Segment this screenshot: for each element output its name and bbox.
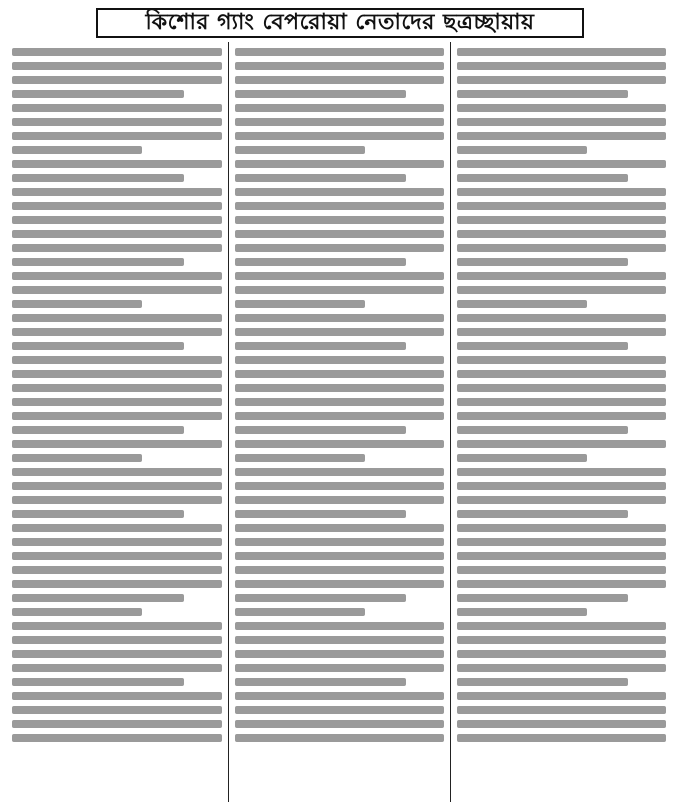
text-lines [12,42,222,742]
text-line [12,384,222,392]
text-line [457,76,666,84]
text-line [235,216,444,224]
text-line [457,706,666,714]
text-line [235,524,444,532]
text-line [235,398,444,406]
text-lines [235,42,444,742]
text-line [12,314,222,322]
text-line [235,552,444,560]
text-line [235,580,444,588]
text-line [235,566,444,574]
text-line [235,468,444,476]
text-line [12,692,222,700]
text-line [457,118,666,126]
text-line [12,146,142,154]
text-line [235,664,444,672]
headline: কিশোর গ্যাং বেপরোয়া নেতাদের ছত্রচ্ছায়ায় [145,9,535,35]
text-line [235,244,444,252]
text-line [12,482,222,490]
text-line [457,454,587,462]
headline-box [96,8,584,38]
text-line [457,202,666,210]
text-line [457,650,666,658]
text-line [12,258,184,266]
text-line [235,258,406,266]
text-line [457,692,666,700]
text-line [457,664,666,672]
text-line [12,328,222,336]
text-line [12,678,184,686]
text-line [235,314,444,322]
text-line [235,188,444,196]
text-line [457,440,666,448]
text-line [235,734,444,742]
text-line [235,496,444,504]
text-line [12,132,222,140]
text-line [12,300,142,308]
text-line [235,650,444,658]
text-line [12,468,222,476]
text-line [235,608,365,616]
text-line [12,650,222,658]
text-line [457,468,666,476]
text-line [12,580,222,588]
text-line [12,720,222,728]
text-line [457,370,666,378]
text-line [457,552,666,560]
text-line [457,384,666,392]
text-line [457,216,666,224]
text-line [235,622,444,630]
text-line [12,244,222,252]
text-line [235,454,365,462]
text-line [12,272,222,280]
text-line [12,664,222,672]
text-line [457,734,666,742]
text-line [457,720,666,728]
text-line [235,384,444,392]
text-line [235,328,444,336]
text-line [457,538,666,546]
text-line [235,538,444,546]
text-line [457,314,666,322]
text-line [12,552,222,560]
text-line [235,286,444,294]
text-line [12,188,222,196]
text-line [12,412,222,420]
text-line [12,90,184,98]
text-line [457,132,666,140]
text-line [457,342,628,350]
text-line [12,118,222,126]
text-line [457,594,628,602]
text-line [457,160,666,168]
text-line [457,48,666,56]
text-line [457,146,587,154]
text-line [457,300,587,308]
text-line [12,48,222,56]
text-line [235,342,406,350]
text-line [235,356,444,364]
text-line [235,146,365,154]
text-line [235,412,444,420]
text-line [12,510,184,518]
text-line [235,300,365,308]
text-line [235,678,406,686]
text-line [235,76,444,84]
text-line [12,160,222,168]
text-line [457,426,628,434]
text-line [235,174,406,182]
text-line [457,580,666,588]
text-line [235,370,444,378]
text-line [235,706,444,714]
text-line [12,202,222,210]
text-line [235,160,444,168]
text-line [12,174,184,182]
article-column-2 [228,42,450,802]
text-line [457,482,666,490]
text-line [235,636,444,644]
text-line [457,174,628,182]
text-line [235,692,444,700]
text-line [235,482,444,490]
text-line [457,566,666,574]
text-line [12,706,222,714]
text-line [457,412,666,420]
text-line [457,258,628,266]
text-line [12,342,184,350]
text-line [235,720,444,728]
text-line [12,104,222,112]
text-line [12,636,222,644]
text-line [235,104,444,112]
text-line [457,356,666,364]
text-line [12,454,142,462]
text-line [12,62,222,70]
text-line [457,188,666,196]
text-line [235,202,444,210]
text-line [457,104,666,112]
text-line [12,286,222,294]
text-line [457,608,587,616]
text-line [12,566,222,574]
text-line [457,510,628,518]
text-line [12,356,222,364]
text-line [235,510,406,518]
text-line [235,62,444,70]
text-line [12,594,184,602]
text-line [235,48,444,56]
text-lines [457,42,666,742]
text-line [12,426,184,434]
text-line [457,286,666,294]
article-columns [6,42,674,802]
text-line [457,496,666,504]
article-column-3 [450,42,672,802]
text-line [457,272,666,280]
text-line [12,608,142,616]
text-line [12,496,222,504]
text-line [12,370,222,378]
text-line [457,90,628,98]
text-line [235,594,406,602]
text-line [235,230,444,238]
text-line [457,398,666,406]
text-line [12,622,222,630]
text-line [12,734,222,742]
text-line [12,216,222,224]
text-line [457,62,666,70]
text-line [457,524,666,532]
article-column-1 [6,42,228,802]
text-line [12,440,222,448]
text-line [457,244,666,252]
text-line [12,230,222,238]
text-line [457,678,628,686]
text-line [12,398,222,406]
text-line [235,132,444,140]
text-line [235,90,406,98]
text-line [457,622,666,630]
text-line [235,426,406,434]
text-line [235,272,444,280]
text-line [12,76,222,84]
text-line [12,524,222,532]
text-line [457,328,666,336]
text-line [235,118,444,126]
text-line [457,636,666,644]
text-line [457,230,666,238]
text-line [12,538,222,546]
text-line [235,440,444,448]
